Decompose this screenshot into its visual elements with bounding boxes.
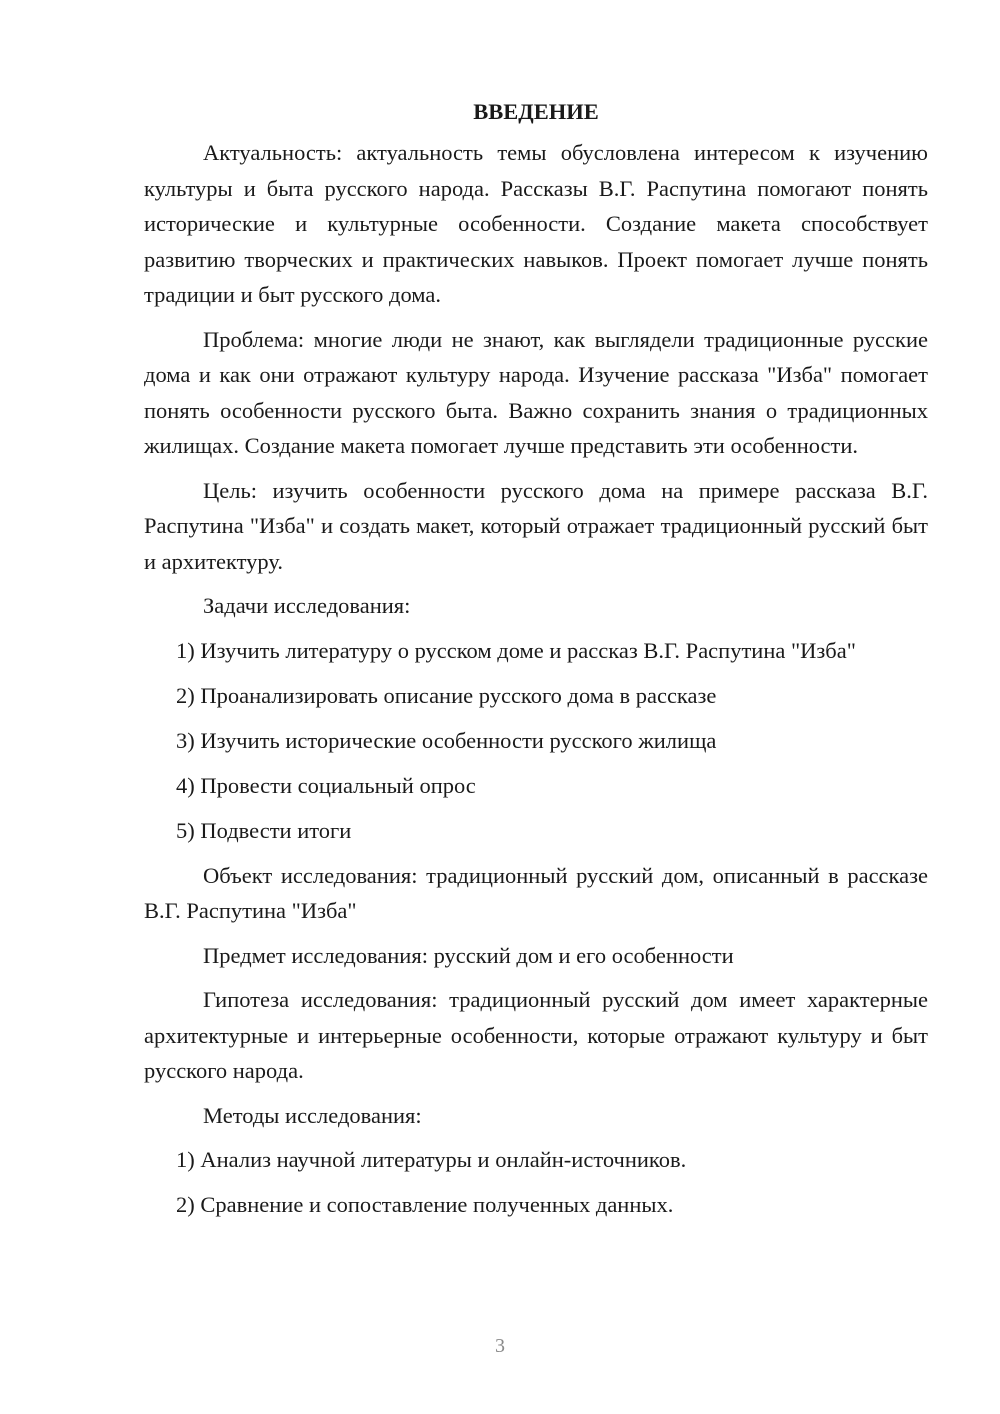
goal-paragraph: Цель: изучить особенности русского дома на примере рассказа В.Г. Распутина "Изба" и создать макет, который отражает традиционный русский быт и архитектуру. — [144, 477, 928, 574]
task-item: 2) Проанализировать описание русского дома в рассказе — [176, 682, 717, 708]
methods-heading: Методы исследования: — [203, 1102, 422, 1128]
relevance-paragraph: Актуальность: актуальность темы обусловлена интересом к изучению культуры и быта русского народа. Рассказы В.Г. Распутина помогают понять исторические и культурные особенности. Создание макета способствует развитию творческих и практических навыков. Проект помогает лучше понять традиции и быт русского дома. — [144, 140, 928, 307]
method-item: 2) Сравнение и сопоставление полученных данных. — [176, 1192, 674, 1217]
task-item: 3) Изучить исторические особенности русского жилища — [176, 727, 717, 753]
task-item: 5) Подвести итоги — [176, 817, 352, 843]
document-page — [144, 94, 928, 1232]
method-item: 1) Анализ научной литературы и онлайн-источников. — [176, 1147, 687, 1172]
problem-paragraph: Проблема: многие люди не знают, как выглядели традиционные русские дома и как они отражают культуру народа. Изучение рассказа "Изба" помогает понять особенности русского быта. Важно сохранить знания о традиционных жилищах. Создание макета помогает лучше представить эти особенности. — [144, 326, 928, 458]
tasks-list — [144, 633, 928, 849]
section-title: ВВЕДЕНИЕ — [473, 99, 599, 124]
hypothesis-paragraph: Гипотеза исследования: традиционный русский дом имеет характерные архитектурные и интерьерные особенности, которые отражают культуру и быт русского народа. — [144, 987, 928, 1083]
tasks-heading: Задачи исследования: — [203, 593, 411, 618]
page-number: 3 — [495, 1335, 505, 1357]
task-item: 1) Изучить литературу о русском доме и рассказ В.Г. Распутина "Изба" — [176, 637, 856, 663]
subject-paragraph: Предмет исследования: русский дом и его особенности — [203, 942, 734, 968]
object-paragraph: Объект исследования: традиционный русский дом, описанный в рассказе В.Г. Распутина "Изба" — [144, 862, 928, 923]
task-item: 4) Провести социальный опрос — [176, 772, 476, 798]
methods-list — [144, 1142, 928, 1223]
